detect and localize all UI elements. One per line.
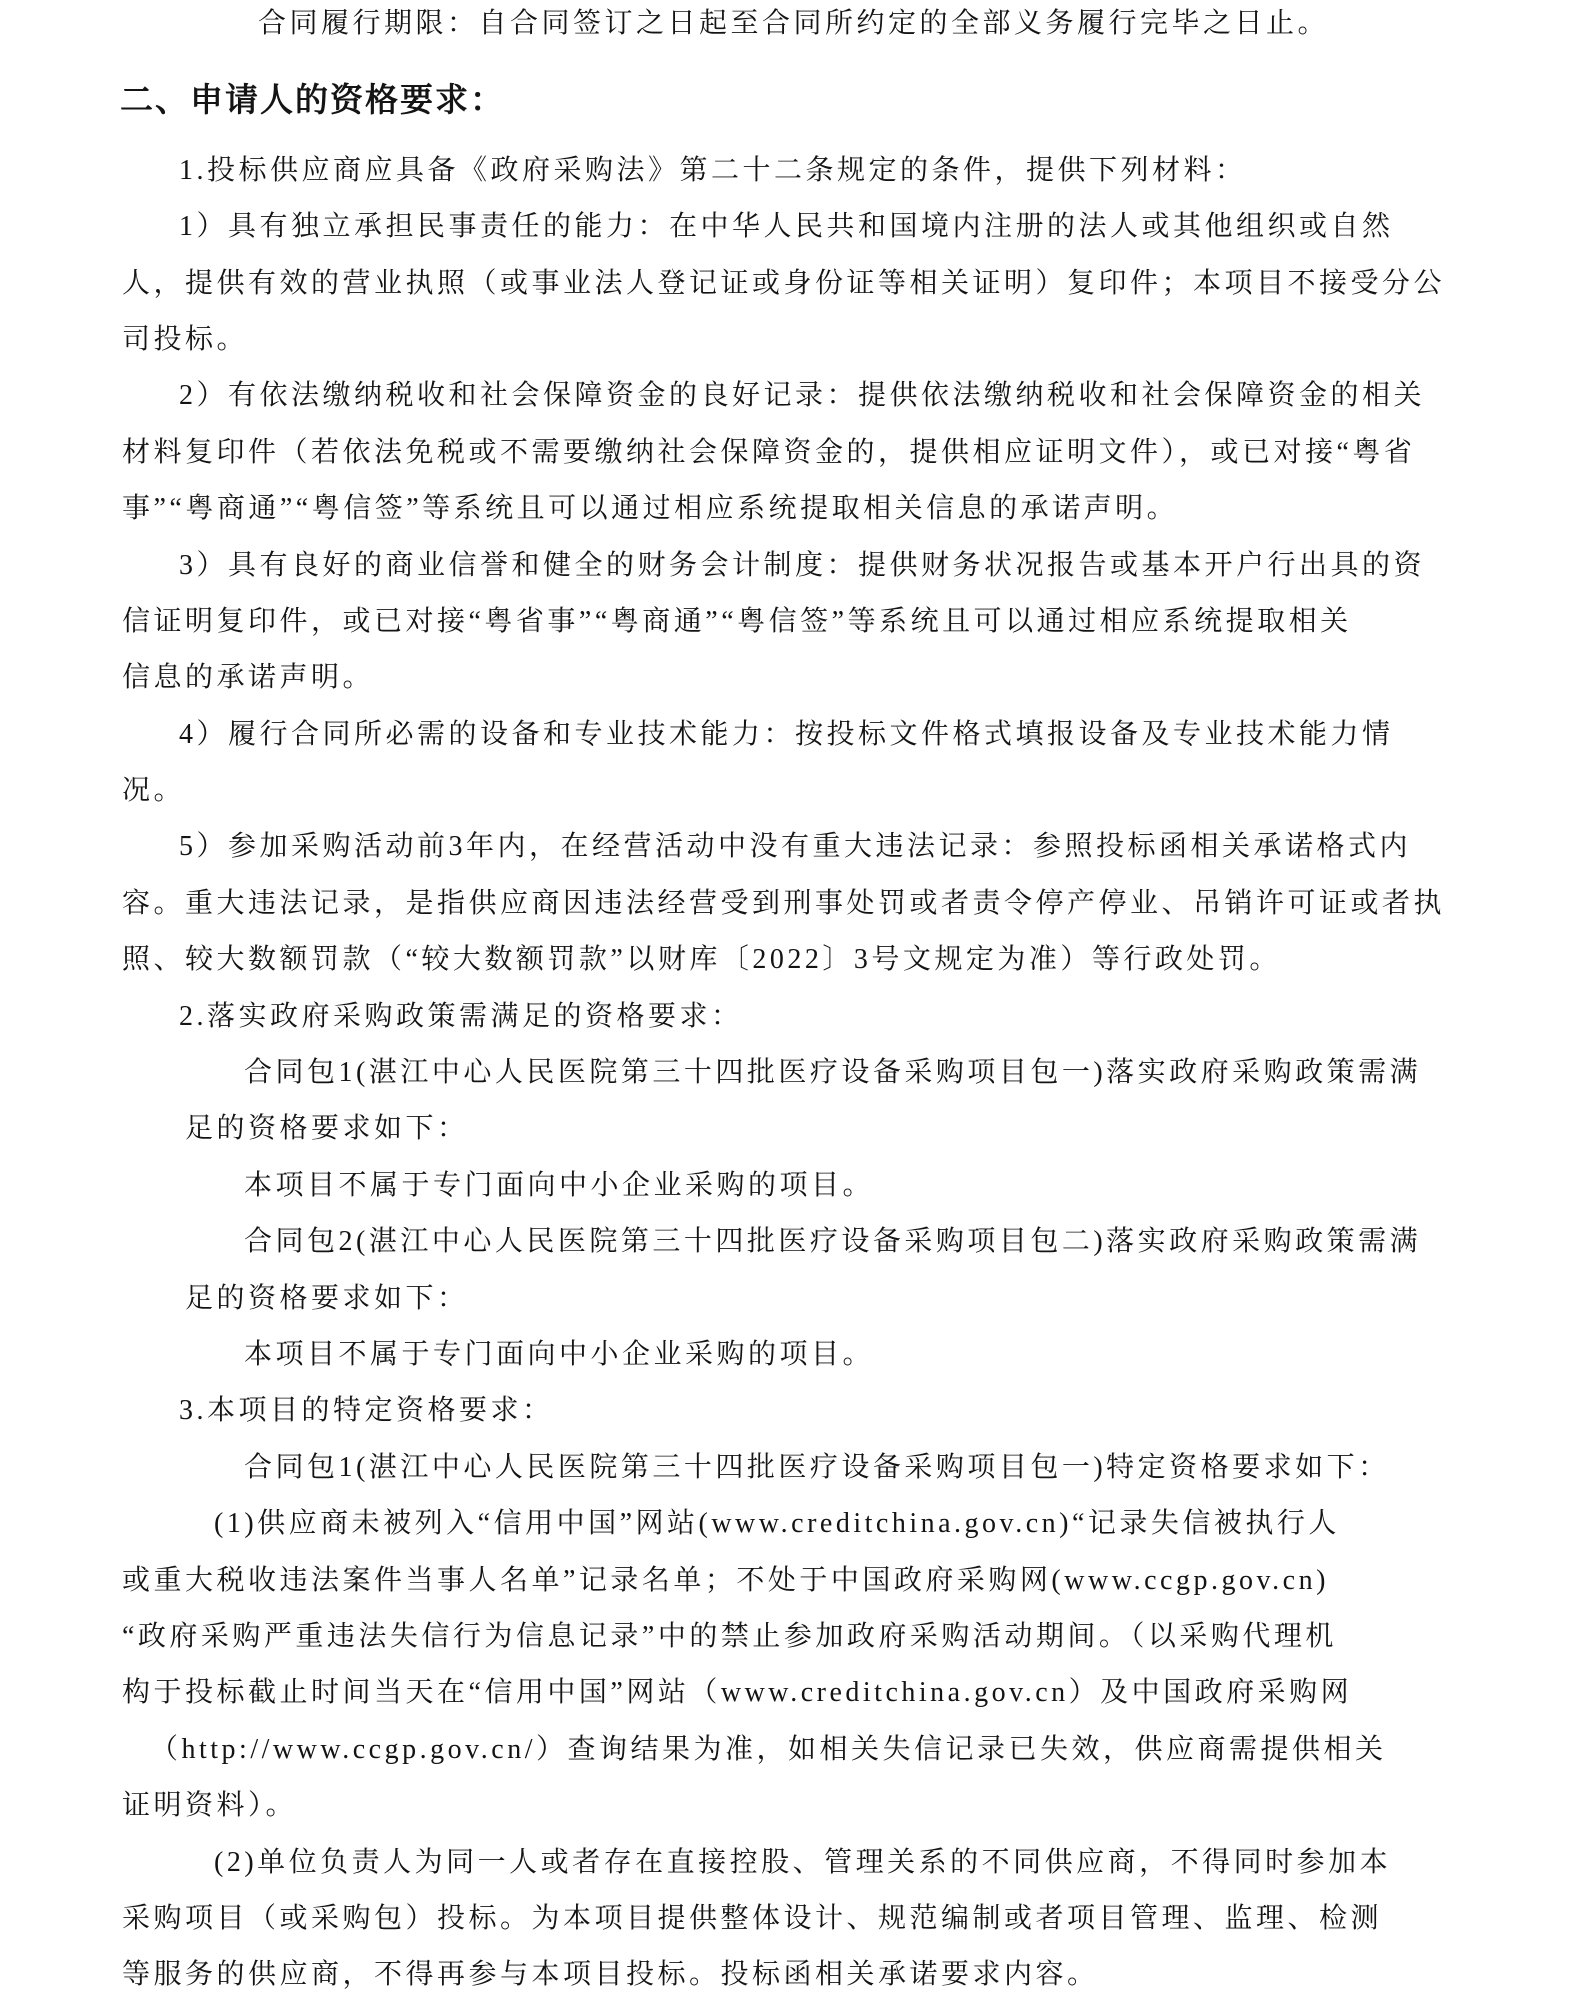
text-line: 信证明复印件，或已对接“粤省事”“粤商通”“粤信签”等系统且可以通过相应系统提取相关 bbox=[122, 605, 1352, 637]
text-line: 本项目不属于专门面向中小企业采购的项目。 bbox=[244, 1338, 875, 1370]
text-line: 采购项目（或采购包）投标。为本项目提供整体设计、规范编制或者项目管理、监理、检测 bbox=[122, 1902, 1383, 1934]
text-line: （http://www.ccgp.gov.cn/）查询结果为准，如相关失信记录已失效，供应商需提供相关 bbox=[150, 1733, 1387, 1765]
text-line: 足的资格要求如下： bbox=[185, 1282, 469, 1314]
text-line: 2.落实政府采购政策需满足的资格要求： bbox=[179, 1000, 743, 1032]
text-line: 信息的承诺声明。 bbox=[122, 662, 375, 694]
text-line: 4）履行合同所必需的设备和专业技术能力：按投标文件格式填报设备及专业技术能力情 bbox=[179, 718, 1394, 750]
section-heading: 二、申请人的资格要求： bbox=[120, 83, 505, 120]
text-line: 或重大税收违法案件当事人名单”记录名单；不处于中国政府采购网(www.ccgp.gov.cn) bbox=[122, 1564, 1329, 1596]
text-line: 合同履行期限：自合同签订之日起至合同所约定的全部义务履行完毕之日止。 bbox=[258, 8, 1330, 39]
text-line: 2）有依法缴纳税收和社会保障资金的良好记录：提供依法缴纳税收和社会保障资金的相关 bbox=[179, 380, 1426, 412]
text-line: 合同包1(湛江中心人民医院第三十四批医疗设备采购项目包一)特定资格要求如下： bbox=[244, 1451, 1390, 1483]
text-line: 5）参加采购活动前3年内，在经营活动中没有重大违法记录：参照投标函相关承诺格式内 bbox=[179, 831, 1412, 863]
text-line: 1.投标供应商应具备《政府采购法》第二十二条规定的条件，提供下列材料： bbox=[179, 154, 1247, 186]
text-line: 本项目不属于专门面向中小企业采购的项目。 bbox=[244, 1169, 875, 1201]
text-line: 1）具有独立承担民事责任的能力：在中华人民共和国境内注册的法人或其他组织或自然 bbox=[179, 211, 1394, 243]
text-line: 3.本项目的特定资格要求： bbox=[179, 1395, 554, 1427]
text-line: 3）具有良好的商业信誉和健全的财务会计制度：提供财务状况报告或基本开户行出具的资 bbox=[179, 549, 1426, 581]
text-line: 事”“粤商通”“粤信签”等系统且可以通过相应系统提取相关信息的承诺声明。 bbox=[122, 493, 1179, 525]
text-line: 容。重大违法记录，是指供应商因违法经营受到刑事处罚或者责令停产停业、吊销许可证或者执 bbox=[122, 887, 1446, 919]
text-line: 足的资格要求如下： bbox=[185, 1113, 469, 1145]
text-line: 照、较大数额罚款（“较大数额罚款”以财库〔2022〕3号文规定为准）等行政处罚。 bbox=[122, 944, 1281, 976]
text-line: (2)单位负责人为同一人或者存在直接控股、管理关系的不同供应商，不得同时参加本 bbox=[214, 1846, 1392, 1878]
text-line: 合同包2(湛江中心人民医院第三十四批医疗设备采购项目包二)落实政府采购政策需满 bbox=[244, 1226, 1422, 1258]
text-line: “政府采购严重违法失信行为信息记录”中的禁止参加政府采购活动期间。（以采购代理机 bbox=[122, 1620, 1337, 1652]
text-line: 等服务的供应商，不得再参与本项目投标。投标函相关承诺要求内容。 bbox=[122, 1959, 1099, 1991]
text-line: 况。 bbox=[122, 775, 186, 807]
text-line: (1)供应商未被列入“信用中国”网站(www.creditchina.gov.cn)“记录失信被执行人 bbox=[214, 1508, 1340, 1540]
text-line: 合同包1(湛江中心人民医院第三十四批医疗设备采购项目包一)落实政府采购政策需满 bbox=[244, 1057, 1422, 1089]
text-line: 材料复印件（若依法免税或不需要缴纳社会保障资金的，提供相应证明文件），或已对接“粤省 bbox=[122, 436, 1416, 468]
text-line: 证明资料）。 bbox=[122, 1790, 298, 1822]
text-line: 构于投标截止时间当天在“信用中国”网站（www.creditchina.gov.cn）及中国政府采购网 bbox=[122, 1677, 1353, 1709]
text-line: 人，提供有效的营业执照（或事业法人登记证或身份证等相关证明）复印件；本项目不接受分公 bbox=[122, 267, 1446, 299]
text-line: 司投标。 bbox=[122, 323, 249, 355]
